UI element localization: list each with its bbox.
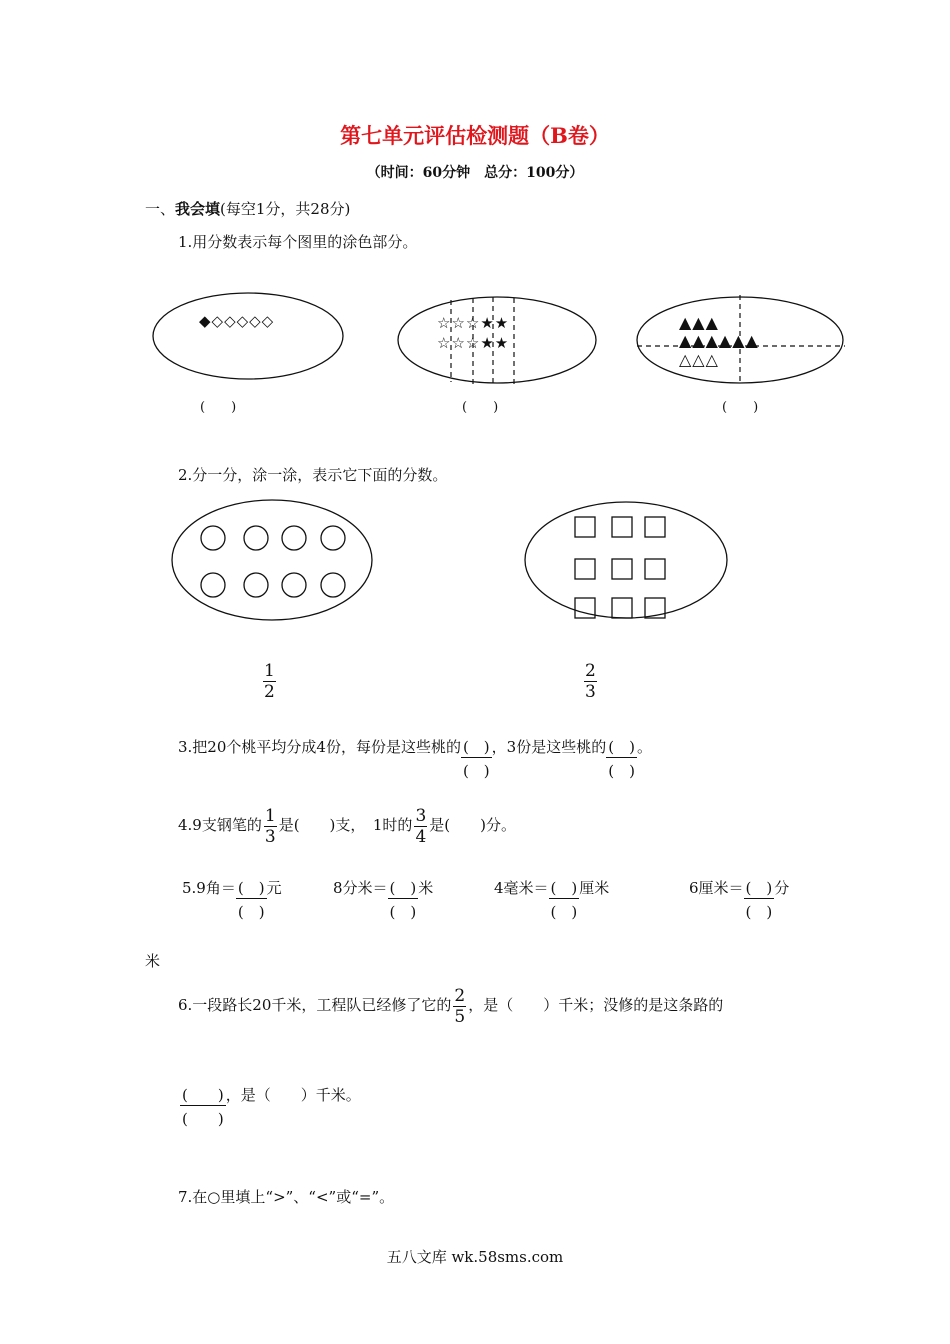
fraction-denominator: 3 [264, 826, 276, 847]
question-4 [178, 803, 516, 847]
blank-denominator[interactable]: ( ) [182, 1110, 224, 1128]
q2-fig1-oval [172, 500, 372, 620]
q2-square [645, 559, 665, 579]
blank-numerator[interactable]: ( ) [389, 879, 417, 897]
q3-text-3: 。 [636, 738, 652, 756]
q5b-unit: 米 [418, 879, 434, 897]
q1-fig2-row1: ☆☆☆★★ [437, 314, 510, 332]
question-3 [178, 736, 652, 780]
q5c-text: 4毫米＝ [494, 879, 549, 897]
question-5d [689, 877, 790, 921]
blank-denominator[interactable]: ( ) [608, 762, 635, 780]
q2-fig2-oval [525, 502, 727, 618]
q6-text-2: ，是（ ）千米；没修的是这条路的 [468, 996, 724, 1014]
q2-circle [201, 526, 225, 550]
page-subtitle: （时间：60分钟 总分：100分） [366, 165, 584, 181]
blank-numerator[interactable]: ( ) [608, 738, 635, 756]
q2-circle [201, 573, 225, 597]
footer-watermark: 五八文库 wk.58sms.com [386, 1248, 564, 1266]
q1-fig1-symbols: ◆◇◇◇◇◇ [199, 312, 275, 330]
q1-answer-blank-3[interactable]: ( ) [722, 400, 759, 415]
q6-text-1: 6.一段路长20千米，工程队已经修了它的 [178, 996, 452, 1014]
q3-answer-fraction-1[interactable] [461, 736, 492, 780]
q4-text-3: 是( )分。 [429, 816, 516, 834]
fraction-numerator: 2 [585, 661, 596, 681]
q2-fraction-2 [582, 661, 599, 702]
q5c-answer-fraction[interactable] [549, 877, 580, 921]
question-6 [178, 983, 723, 1027]
q3-text-2: ，3份是这些桃的 [491, 738, 607, 756]
q2-square [575, 517, 595, 537]
blank-denominator[interactable]: ( ) [550, 903, 578, 921]
q2-square [575, 559, 595, 579]
fraction-numerator: 2 [454, 985, 466, 1006]
q1-fig3-row2: ▲▲▲▲▲▲ [679, 331, 759, 350]
fraction-denominator: 4 [415, 826, 427, 847]
section-number: 一、 [145, 200, 176, 218]
q2-circle [244, 573, 268, 597]
q3-answer-fraction-2[interactable] [606, 736, 637, 780]
q1-fig1-oval [153, 293, 343, 379]
q2-circle [282, 526, 306, 550]
q5d-text: 6厘米＝ [689, 879, 744, 897]
blank-denominator[interactable]: ( ) [462, 762, 490, 780]
question-7-text: 7.在○里填上“>”、“<”或“=”。 [178, 1188, 395, 1206]
fraction-denominator: 3 [585, 682, 596, 702]
q1-answer-blank-2[interactable]: ( ) [462, 400, 499, 415]
q3-text-1: 3.把20个桃平均分成4份，每份是这些桃的 [178, 738, 461, 756]
q2-square [645, 517, 665, 537]
q5a-answer-fraction[interactable] [236, 877, 267, 921]
q2-circle [321, 573, 345, 597]
question-5a [182, 877, 282, 921]
question-5c [494, 877, 610, 921]
q2-square [612, 517, 632, 537]
q2-square [612, 559, 632, 579]
blank-numerator[interactable]: ( ) [462, 738, 490, 756]
q2-circle [282, 573, 306, 597]
q5a-text: 5.9角＝ [182, 879, 236, 897]
fraction-denominator: 5 [454, 1006, 466, 1027]
blank-denominator[interactable]: ( ) [745, 903, 773, 921]
q5d-answer-fraction[interactable] [744, 877, 775, 921]
q2-square [612, 598, 632, 618]
blank-numerator[interactable]: ( ) [182, 1086, 224, 1104]
blank-numerator[interactable]: ( ) [745, 879, 773, 897]
q2-circle [321, 526, 345, 550]
fraction-numerator: 1 [264, 661, 275, 681]
blank-numerator[interactable]: ( ) [550, 879, 578, 897]
section-note: (每空1分，共28分) [220, 200, 351, 218]
question-1-text: 1.用分数表示每个图里的涂色部分。 [178, 233, 418, 251]
q2-fraction-1 [261, 661, 278, 702]
fraction-numerator: 1 [264, 805, 276, 826]
blank-denominator[interactable]: ( ) [237, 903, 265, 921]
question-2-text: 2.分一分，涂一涂，表示它下面的分数。 [178, 466, 448, 484]
blank-numerator[interactable]: ( ) [237, 879, 265, 897]
fraction-numerator: 3 [415, 805, 427, 826]
q6-answer-fraction[interactable] [180, 1084, 226, 1128]
q6-text-3: ，是（ ）千米。 [225, 1086, 361, 1104]
q2-circle [244, 526, 268, 550]
page-title: 第七单元评估检测题（B卷） [340, 123, 610, 148]
q5c-unit: 厘米 [579, 879, 610, 897]
q1-fig2-row2: ☆☆☆★★ [437, 334, 510, 352]
q1-fig3-row1: ▲▲▲ [679, 313, 719, 332]
q5a-unit: 元 [266, 879, 282, 897]
section-title: 我会填 [175, 200, 221, 218]
q5b-text: 8分米＝ [333, 879, 388, 897]
q5b-answer-fraction[interactable] [388, 877, 419, 921]
question-5b [333, 877, 434, 921]
q5d-unit: 分 [774, 879, 790, 897]
q1-fig3-row3: △△△ [679, 350, 719, 369]
question-6-continued [180, 1084, 361, 1128]
q4-text-2: 是( )支， 1时的 [278, 816, 413, 834]
blank-denominator[interactable]: ( ) [389, 903, 417, 921]
fraction-denominator: 2 [264, 682, 275, 702]
q5-wrap-text: 米 [145, 952, 161, 970]
q1-answer-blank-1[interactable]: ( ) [200, 400, 237, 415]
q4-text-1: 4.9支钢笔的 [178, 816, 262, 834]
